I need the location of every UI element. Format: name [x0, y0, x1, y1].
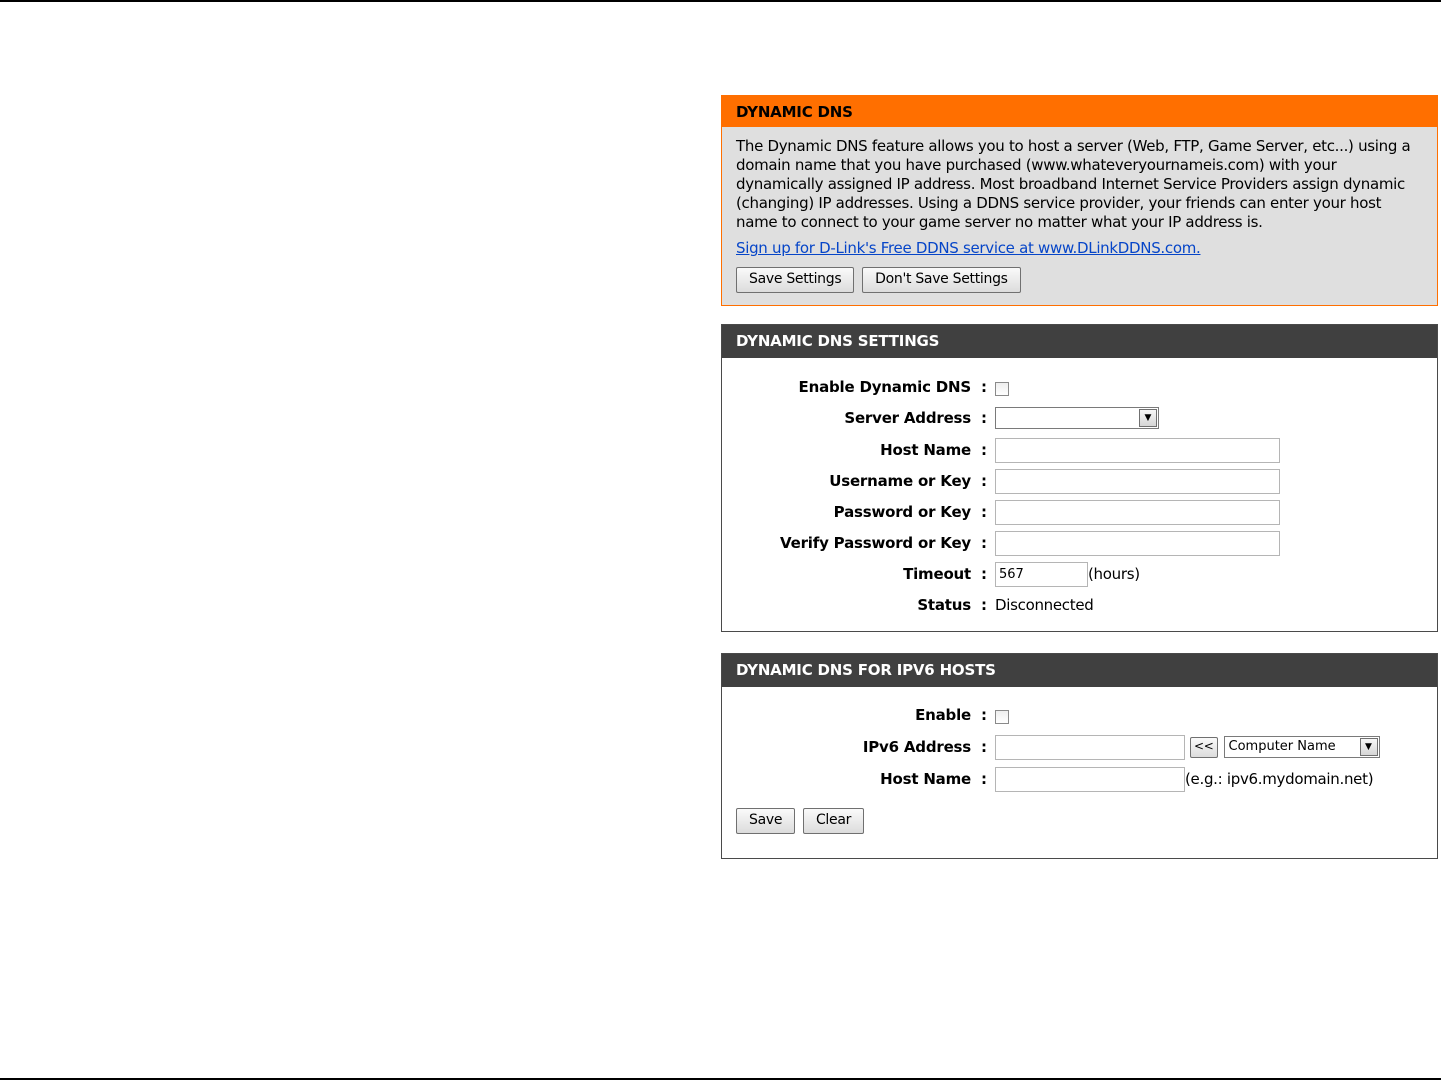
username-row [722, 468, 1437, 494]
dynamic-dns-intro [722, 127, 1437, 258]
separator: : [981, 534, 987, 552]
ipv6-host-name-row [722, 766, 1437, 792]
password-input[interactable] [995, 500, 1280, 525]
ipv6-enable-row [722, 702, 1437, 728]
timeout-input[interactable] [995, 562, 1088, 587]
server-address-label: Server Address [844, 409, 971, 427]
server-address-row [722, 405, 1437, 431]
ipv6-address-label: IPv6 Address [862, 738, 971, 756]
password-label: Password or Key [833, 503, 971, 521]
settings-title: DYNAMIC DNS SETTINGS [722, 325, 1437, 358]
verify-password-label: Verify Password or Key [780, 534, 971, 552]
chevron-down-icon: ▼ [1360, 738, 1378, 756]
enable-dynamic-dns-checkbox[interactable] [995, 382, 1009, 396]
ipv6-enable-label: Enable [915, 706, 971, 724]
enable-dynamic-dns-row [722, 374, 1437, 400]
computer-name-select[interactable] [1224, 736, 1380, 758]
status-value: Disconnected [995, 596, 1094, 614]
separator: : [981, 770, 987, 788]
chevron-down-icon: ▼ [1139, 409, 1157, 427]
ipv6-host-name-input[interactable] [995, 767, 1185, 792]
computer-name-value: Computer Name [1228, 739, 1336, 754]
verify-password-input[interactable] [995, 531, 1280, 556]
ipv6-address-row [722, 734, 1437, 760]
clear-button[interactable]: Clear [803, 808, 864, 834]
ipv6-hosts-panel [721, 653, 1438, 859]
timeout-label: Timeout [903, 565, 971, 583]
ddns-signup-link[interactable]: Sign up for D-Link's Free DDNS service at www.DLinkDDNS.com. [736, 239, 1201, 257]
dynamic-dns-description: The Dynamic DNS feature allows you to host a server (Web, FTP, Game Server, etc...) using a domain name that you have purchased (www.whateveryournameis.com) with your dynamically assigned IP address. Most broadband Internet Service Providers assign dynamic (changing) IP addresses. Using a DDNS service provider, your friends can enter your host name to connect to your game server no matter what your IP address is. [736, 137, 1411, 231]
separator: : [981, 738, 987, 756]
top-divider [0, 0, 1441, 2]
enable-dynamic-dns-label: Enable Dynamic DNS [798, 378, 971, 396]
dynamic-dns-title: DYNAMIC DNS [722, 96, 1437, 127]
separator: : [981, 472, 987, 490]
ipv6-host-name-label: Host Name [880, 770, 971, 788]
host-name-row [722, 437, 1437, 463]
ipv6-enable-checkbox[interactable] [995, 710, 1009, 724]
status-label: Status [917, 596, 971, 614]
ipv6-address-input[interactable] [995, 735, 1185, 760]
separator: : [981, 596, 987, 614]
save-button[interactable]: Save [736, 808, 795, 834]
host-name-hint: (e.g.: ipv6.mydomain.net) [1185, 770, 1374, 788]
password-row [722, 499, 1437, 525]
separator: : [981, 441, 987, 459]
dont-save-settings-button[interactable]: Don't Save Settings [862, 267, 1021, 293]
separator: : [981, 503, 987, 521]
intro-button-row [722, 267, 1437, 293]
ipv6-title: DYNAMIC DNS FOR IPV6 HOSTS [722, 654, 1437, 687]
separator: : [981, 409, 987, 427]
bottom-divider [0, 1078, 1441, 1080]
username-input[interactable] [995, 469, 1280, 494]
host-name-input[interactable] [995, 438, 1280, 463]
dynamic-dns-settings-panel [721, 324, 1438, 632]
copy-address-button[interactable]: << [1190, 737, 1218, 758]
separator: : [981, 565, 987, 583]
separator: : [981, 706, 987, 724]
server-address-select[interactable] [995, 407, 1159, 429]
dynamic-dns-intro-panel [721, 95, 1438, 306]
username-label: Username or Key [829, 472, 971, 490]
host-name-label: Host Name [880, 441, 971, 459]
timeout-unit: (hours) [1088, 565, 1140, 583]
save-settings-button[interactable]: Save Settings [736, 267, 854, 293]
verify-password-row [722, 530, 1437, 556]
ipv6-button-row [736, 808, 864, 834]
status-row [722, 592, 1437, 618]
timeout-row [722, 561, 1437, 587]
separator: : [981, 378, 987, 396]
